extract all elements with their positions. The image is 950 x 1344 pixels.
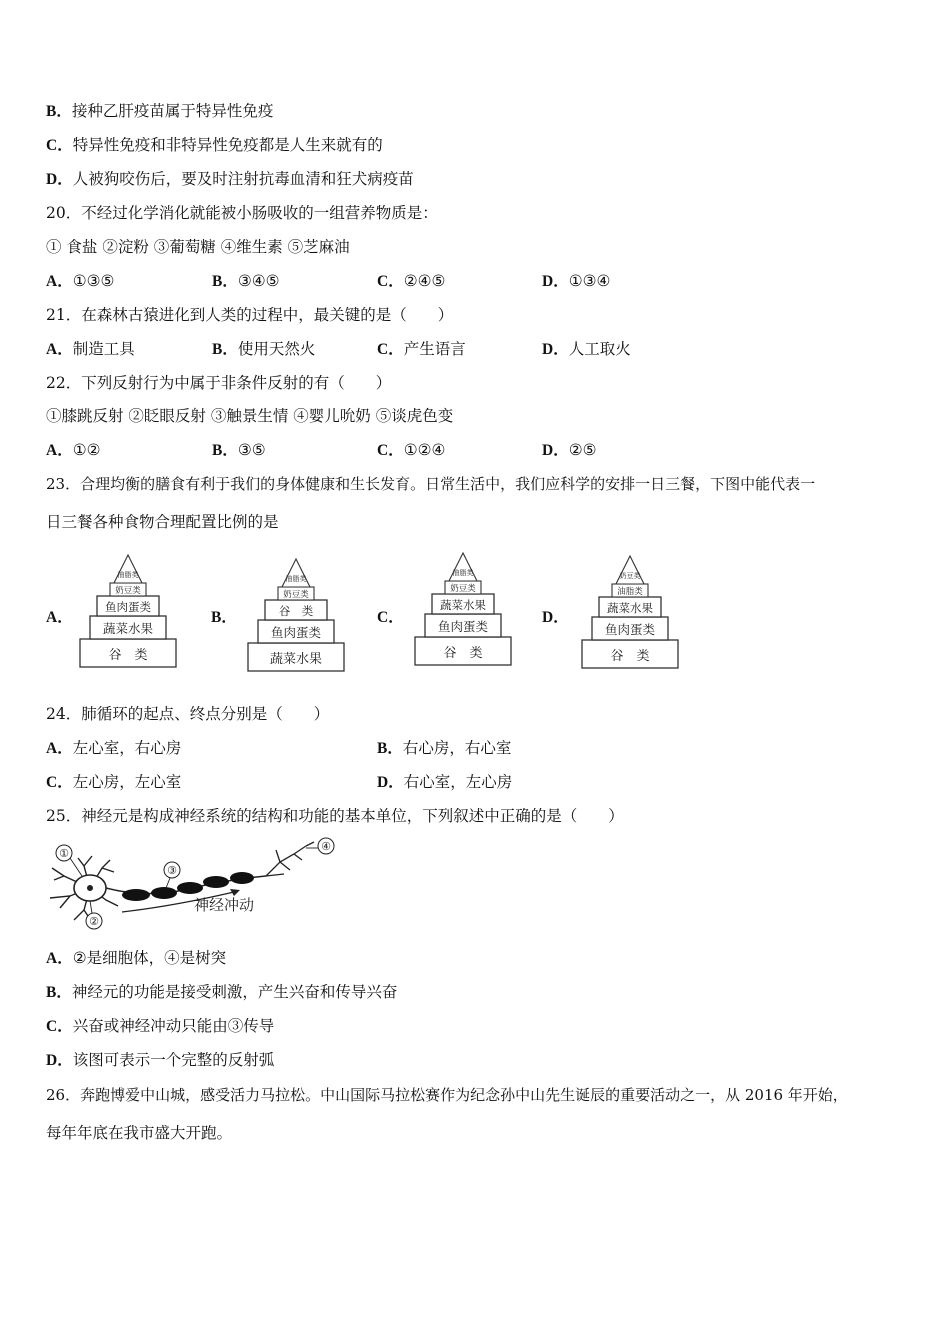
pyramid-d-level-4-label: 油脂类 xyxy=(617,587,643,597)
q19-option-d: D．人被狗咬伤后，要及时注射抗毒血清和狂犬病疫苗 xyxy=(46,170,414,188)
q21-option-b: B．使用天然火 xyxy=(212,340,316,358)
q24-option-b: B．右心房，右心室 xyxy=(377,739,512,757)
label-4: ④ xyxy=(321,840,331,853)
label-3-pointer xyxy=(166,878,170,888)
label-1: ① xyxy=(59,847,69,860)
q19-option-c: C．特异性免疫和非特异性免疫都是人生来就有的 xyxy=(46,136,383,154)
q24-option-a: A．左心室，右心房 xyxy=(46,739,182,757)
pyramid-a-level-1-label: 谷 类 xyxy=(108,648,148,663)
q25-option-d: D．该图可表示一个完整的反射弧 xyxy=(46,1051,275,1069)
q21-option-a: A．制造工具 xyxy=(46,340,135,358)
q20-stem: 20．不经过化学消化就能被小肠吸收的一组营养物质是： xyxy=(46,204,438,222)
pyramid-a-level-2-label: 蔬菜水果 xyxy=(102,621,154,636)
q21-option-d: D．人工取火 xyxy=(542,340,631,358)
q24-option-d: D．右心室，左心房 xyxy=(377,773,513,791)
pyramid-c-level-4-label: 奶豆类 xyxy=(450,584,476,594)
pyramid-a-level-5-label: 油脂类 xyxy=(117,571,139,579)
q25-option-c: C．兴奋或神经冲动只能由③传导 xyxy=(46,1017,275,1035)
q24-stem: 24．肺循环的起点、终点分别是（ ） xyxy=(46,705,330,723)
pyramid-a xyxy=(78,553,178,673)
q22-option-b: B．③⑤ xyxy=(212,441,266,459)
axon-terminals xyxy=(266,842,314,876)
impulse-caption: 神经冲动 xyxy=(193,896,255,914)
q20-option-b: B．③④⑤ xyxy=(212,272,280,290)
neuron-figure xyxy=(44,836,344,936)
pyramid-b-level-3-label: 谷 类 xyxy=(278,604,314,618)
pyramid-b-level-5-label: 油脂类 xyxy=(285,575,307,583)
q20-option-a: A．①③⑤ xyxy=(46,272,115,290)
pyramid-d-level-5-label: 奶豆类 xyxy=(619,572,641,580)
pyramid-d-level-1-label: 谷 类 xyxy=(610,649,650,664)
pyramid-c-level-2-label: 鱼肉蛋类 xyxy=(437,619,489,634)
q25-option-b: B．神经元的功能是接受刺激，产生兴奋和传导兴奋 xyxy=(46,983,398,1001)
pyramid-b-level-2-label: 鱼肉蛋类 xyxy=(270,625,322,640)
q22-option-a: A．①② xyxy=(46,441,101,459)
q25-stem: 25．神经元是构成神经系统的结构和功能的基本单位，下列叙述中正确的是（ ） xyxy=(46,807,624,825)
q21-option-c: C．产生语言 xyxy=(377,340,466,358)
q23-option-b-label: B． xyxy=(211,609,237,626)
pyramid-c-level-5-label: 油脂类 xyxy=(452,569,474,577)
pyramid-b xyxy=(246,557,346,677)
pyramid-c-level-1-label: 谷 类 xyxy=(443,646,483,661)
q22-items: ①膝跳反射 ②眨眼反射 ③触景生情 ④婴儿吮奶 ⑤谈虎色变 xyxy=(46,407,454,425)
label-3: ③ xyxy=(167,864,177,877)
pyramid-d-level-3-label: 蔬菜水果 xyxy=(607,601,653,615)
q22-option-d: D．②⑤ xyxy=(542,441,597,459)
pyramid-d xyxy=(580,554,680,674)
label-2: ② xyxy=(89,915,99,928)
label-2-pointer xyxy=(90,901,92,913)
q23-option-a-label: A． xyxy=(46,609,73,626)
q20-option-d: D．①③④ xyxy=(542,272,611,290)
q26-stem-line2: 每年年底在我市盛大开跑。 xyxy=(46,1124,233,1142)
q19-option-b: B．接种乙肝疫苗属于特异性免疫 xyxy=(46,102,274,120)
pyramid-b-level-1-label: 蔬菜水果 xyxy=(269,652,323,667)
q22-option-c: C．①②④ xyxy=(377,441,446,459)
q20-items: ① 食盐 ②淀粉 ③葡萄糖 ④维生素 ⑤芝麻油 xyxy=(46,238,350,256)
pyramid-c xyxy=(413,551,513,671)
q25-option-a: A．②是细胞体，④是树突 xyxy=(46,949,227,967)
q24-option-c: C．左心房，左心室 xyxy=(46,773,182,791)
q26-stem-line1: 26．奔跑博爱中山城，感受活力马拉松。中山国际马拉松赛作为纪念孙中山先生诞辰的重要活动之一，从 2016 年开始， xyxy=(46,1086,848,1104)
nucleus xyxy=(87,885,93,891)
q21-stem: 21．在森林古猿进化到人类的过程中，最关键的是（ ） xyxy=(46,306,454,324)
pyramid-a-level-3-label: 鱼肉蛋类 xyxy=(105,600,151,614)
pyramid-d-level-2-label: 鱼肉蛋类 xyxy=(604,622,656,637)
q23-option-d-label: D． xyxy=(542,609,569,626)
pyramid-c-level-3-label: 蔬菜水果 xyxy=(440,598,486,612)
pyramid-b-level-4-label: 奶豆类 xyxy=(283,590,309,600)
q23-stem-line2: 日三餐各种食物合理配置比例的是 xyxy=(46,513,279,531)
q23-stem-line1: 23．合理均衡的膳食有利于我们的身体健康和生长发育。日常生活中，我们应科学的安排一日三餐，下图中能代表一 xyxy=(46,475,816,493)
pyramid-a-level-4-label: 奶豆类 xyxy=(115,586,141,596)
q23-option-c-label: C． xyxy=(377,609,404,626)
q20-option-c: C．②④⑤ xyxy=(377,272,446,290)
q22-stem: 22．下列反射行为中属于非条件反射的有（ ） xyxy=(46,374,392,392)
